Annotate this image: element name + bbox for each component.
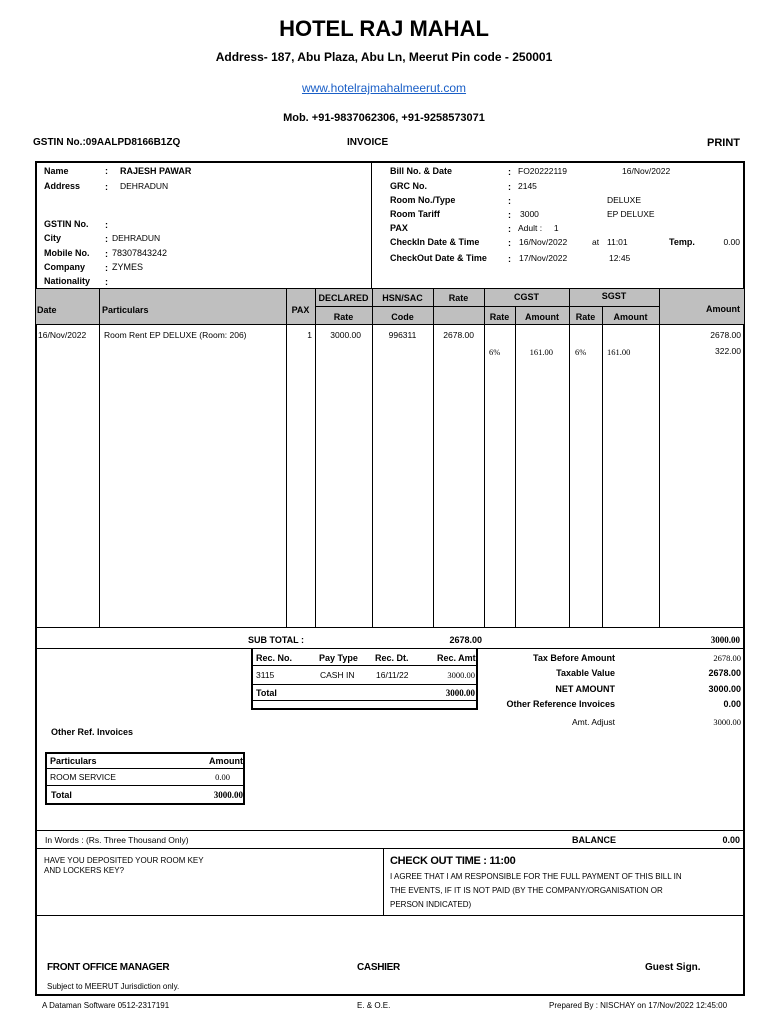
name-label: Name [44, 166, 69, 176]
invoice-frame [35, 161, 745, 996]
guest-mobile: 78307843242 [112, 248, 168, 258]
bill-date: 16/Nov/2022 [622, 166, 671, 176]
header-cgst-amount: Amount [525, 312, 559, 322]
receipt-header-no: Rec. No. [256, 653, 293, 663]
key-question: HAVE YOU DEPOSITED YOUR ROOM KEY [44, 856, 204, 865]
pax-value: Adult : 1 [518, 223, 559, 233]
colon: : [105, 234, 108, 244]
amt-adjust-label: Amt. Adjust [572, 717, 615, 727]
receipt-no: 3115 [256, 670, 275, 680]
mobile-label: Mobile No. [44, 248, 90, 258]
header-declared: DECLARED [318, 293, 369, 303]
room-label: Room No./Type [390, 195, 456, 205]
guest-address: DEHRADUN [120, 181, 169, 191]
colon: : [105, 277, 108, 287]
header-amount: Amount [706, 304, 740, 314]
hotel-gstin: GSTIN No.:09AALPD8166B1ZQ [33, 137, 181, 148]
checkout-date: 17/Nov/2022 [519, 253, 568, 263]
row-amount: 2678.00 [710, 330, 741, 340]
sgst-amount: 161.00 [607, 347, 631, 357]
hotel-website-link[interactable]: www.hotelrajmahalmeerut.com [301, 81, 467, 95]
checkin-date: 16/Nov/2022 [519, 237, 568, 247]
room-plan: EP DELUXE [607, 209, 655, 219]
colon: : [508, 210, 511, 220]
checkout-time: 12:45 [609, 253, 631, 263]
row-particulars: Room Rent EP DELUXE (Room: 206) [104, 330, 247, 340]
amount-in-words: In Words : (Rs. Three Thousand Only) [45, 835, 189, 845]
hotel-address: Address- 187, Abu Plaza, Abu Ln, Meerut Pin code - 250001 [215, 50, 553, 64]
receipt-header-amt: Rec. Amt. [437, 653, 479, 663]
header-rate: Rate [448, 293, 469, 303]
company-label: Company [44, 262, 86, 272]
receipt-header-type: Pay Type [319, 653, 358, 663]
temp-value: 0.00 [723, 237, 740, 247]
colon: : [508, 238, 511, 248]
balance-label: BALANCE [572, 835, 616, 845]
guest-name: RAJESH PAWAR [120, 166, 192, 176]
other-ref-total: 3000.00 [213, 790, 243, 800]
row-pax: 1 [307, 330, 312, 340]
bill-no: FO20222119 [518, 166, 567, 176]
subtotal-rate: 2678.00 [449, 635, 482, 645]
header-cgst-rate: Rate [489, 312, 510, 322]
temp-label: Temp. [669, 237, 695, 247]
net-amount-label: NET AMOUNT [555, 684, 615, 694]
header-pax: PAX [291, 305, 310, 315]
row-date: 16/Nov/2022 [38, 330, 87, 340]
agreement-line-1: I AGREE THAT I AM RESPONSIBLE FOR THE FULL PAYMENT OF THIS BILL IN [390, 872, 682, 881]
room-tariff: 3000 [520, 209, 539, 219]
other-ref-amount: 0.00 [215, 772, 230, 782]
colon: : [508, 196, 511, 206]
nationality-label: Nationality [44, 276, 91, 286]
colon: : [105, 263, 108, 273]
row-declared: 3000.00 [330, 330, 361, 340]
checkout-time-note: CHECK OUT TIME : 11:00 [390, 855, 516, 867]
other-ref-title: Other Ref. Invoices [51, 727, 134, 737]
key-question-2: AND LOCKERS KEY? [44, 866, 125, 875]
receipt-amt: 3000.00 [447, 670, 475, 680]
guest-city: DEHRADUN [112, 233, 161, 243]
software-credit: A Dataman Software 0512-2317191 [42, 1001, 170, 1010]
sgst-rate: 6% [575, 347, 587, 357]
colon: : [105, 249, 108, 259]
bill-label: Bill No. & Date [390, 166, 453, 176]
cashier-sign: CASHIER [357, 962, 400, 973]
address-label: Address [44, 181, 81, 191]
print-button[interactable]: PRINT [707, 137, 740, 149]
colon: : [105, 220, 108, 230]
hotel-mobile: Mob. +91-9837062306, +91-9258573071 [283, 112, 485, 124]
taxable-label: Taxable Value [556, 668, 615, 678]
checkin-at: at [592, 237, 600, 247]
tax-before-label: Tax Before Amount [532, 653, 615, 663]
agreement-line-3: PERSON INDICATED) [390, 900, 472, 909]
pax-label: PAX [390, 223, 408, 233]
checkin-time: 11:01 [607, 237, 628, 247]
colon: : [105, 166, 108, 176]
guest-sign: Guest Sign. [645, 962, 701, 973]
tariff-label: Room Tariff [390, 209, 440, 219]
header-declared-rate: Rate [333, 312, 354, 322]
receipt-total: 3000.00 [445, 688, 475, 698]
grc-label: GRC No. [390, 181, 427, 191]
tax-before-value: 2678.00 [713, 653, 741, 663]
room-type: DELUXE [607, 195, 642, 205]
header-sgst-amount: Amount [613, 312, 648, 322]
net-amount-value: 3000.00 [708, 684, 741, 694]
colon: : [508, 224, 511, 234]
header-sgst: SGST [601, 291, 627, 301]
other-ref-particulars: ROOM SERVICE [50, 772, 116, 782]
cgst-rate: 6% [489, 347, 501, 357]
other-ref-value: 0.00 [723, 699, 741, 709]
row-rate: 2678.00 [443, 330, 474, 340]
receipt-total-label: Total [256, 688, 277, 698]
header-cgst: CGST [513, 292, 539, 302]
other-ref-header-amount: Amount [209, 756, 243, 766]
jurisdiction-note: Subject to MEERUT Jurisdiction only. [47, 982, 180, 991]
row-hsn: 996311 [388, 330, 417, 340]
header-particulars: Particulars [102, 305, 149, 315]
amt-adjust-value: 3000.00 [713, 717, 741, 727]
colon: : [105, 182, 108, 192]
balance-value: 0.00 [722, 835, 740, 845]
city-label: City [44, 233, 62, 243]
colon: : [508, 254, 511, 264]
gstin-label: GSTIN No. [44, 219, 89, 229]
agreement-line-2: THE EVENTS, IF IT IS NOT PAID (BY THE COMPANY/ORGANISATION OR [390, 886, 663, 895]
colon: : [508, 167, 511, 177]
receipt-header-date: Rec. Dt. [375, 653, 409, 663]
eoe-note: E. & O.E. [357, 1001, 391, 1010]
receipt-date: 16/11/22 [376, 670, 409, 680]
header-hsn: HSN/SAC [382, 293, 423, 303]
checkout-label: CheckOut Date & Time [390, 253, 487, 263]
header-sgst-rate: Rate [575, 312, 596, 322]
taxable-value: 2678.00 [708, 668, 741, 678]
prepared-by: Prepared By : NISCHAY on 17/Nov/2022 12:45:00 [549, 1001, 728, 1010]
invoice-title: INVOICE [347, 137, 389, 148]
other-ref-header-particulars: Particulars [50, 756, 97, 766]
receipt-type: CASH IN [320, 670, 355, 680]
other-ref-label: Other Reference Invoices [506, 699, 615, 709]
guest-company: ZYMES [112, 262, 144, 272]
header-code: Code [391, 312, 414, 322]
hotel-name: HOTEL RAJ MAHAL [279, 16, 489, 41]
colon: : [508, 182, 511, 192]
header-date: Date [37, 305, 57, 315]
subtotal-amount: 3000.00 [710, 635, 740, 645]
other-ref-total-label: Total [51, 790, 72, 800]
tax-amount: 322.00 [715, 346, 741, 356]
cgst-amount: 161.00 [529, 347, 553, 357]
front-office-manager-sign: FRONT OFFICE MANAGER [47, 962, 170, 973]
subtotal-label: SUB TOTAL : [248, 635, 304, 645]
checkin-label: CheckIn Date & Time [390, 237, 480, 247]
grc-no: 2145 [518, 181, 537, 191]
